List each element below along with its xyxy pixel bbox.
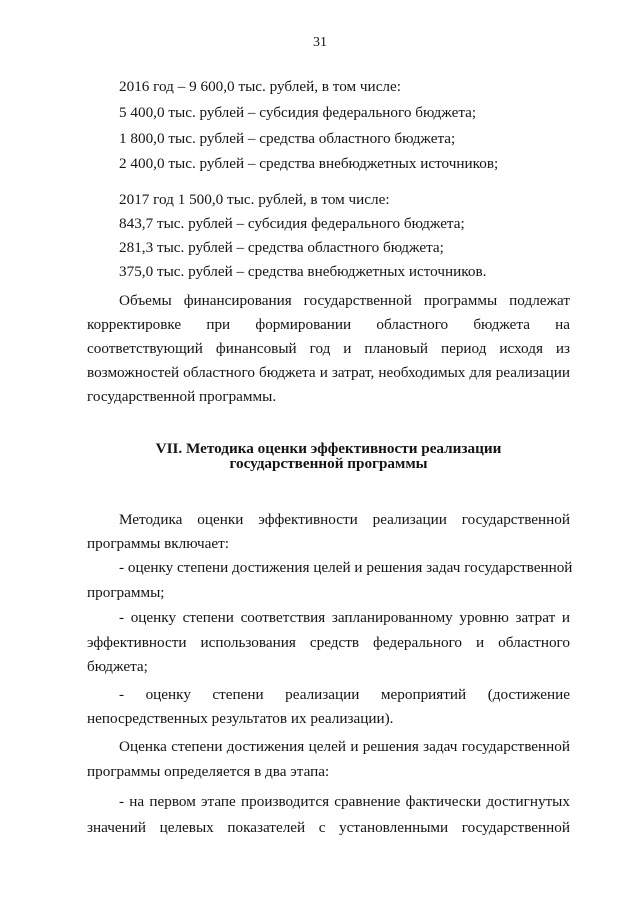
adjustment-paragraph-line: возможностей областного бюджета и затрат, необходимых для реализации: [87, 364, 570, 381]
funding-2016-offbudget: 2 400,0 тыс. рублей – средства внебюджетных источников;: [119, 155, 499, 172]
section-heading: VII. Методика оценки эффективности реализации: [155, 440, 502, 457]
adjustment-paragraph-line: Объемы финансирования государственной программы подлежат: [119, 292, 570, 309]
adjustment-paragraph-line: корректировке при формировании областного бюджета на: [87, 316, 570, 333]
methodology-item-line: - оценку степени соответствия запланированному уровню затрат и: [119, 609, 570, 626]
funding-2017-total: 2017 год 1 500,0 тыс. рублей, в том числе:: [119, 191, 390, 208]
page-number: 31: [313, 35, 327, 50]
methodology-intro-line: Методика оценки эффективности реализации государственной: [119, 511, 570, 528]
funding-2016-federal: 5 400,0 тыс. рублей – субсидия федерального бюджета;: [119, 104, 477, 121]
methodology-item-line: - оценку степени реализации мероприятий (достижение: [119, 686, 570, 703]
stages-intro-line: Оценка степени достижения целей и решения задач государственной: [119, 738, 570, 755]
methodology-intro-line: программы включает:: [87, 535, 229, 552]
stages-intro-line: программы определяется в два этапа:: [87, 763, 330, 780]
adjustment-paragraph-line: государственной программы.: [87, 388, 277, 405]
funding-2017-federal: 843,7 тыс. рублей – субсидия федерального бюджета;: [119, 215, 465, 232]
methodology-item-line: программы;: [87, 584, 165, 601]
stage-line: - на первом этапе производится сравнение фактически достигнутых: [119, 793, 570, 810]
methodology-item-line: непосредственных результатов их реализации).: [87, 710, 394, 727]
section-heading: государственной программы: [229, 455, 428, 472]
funding-2016-regional: 1 800,0 тыс. рублей – средства областного бюджета;: [119, 130, 456, 147]
funding-2016-total: 2016 год – 9 600,0 тыс. рублей, в том числе:: [119, 78, 401, 95]
funding-2017-regional: 281,3 тыс. рублей – средства областного бюджета;: [119, 239, 444, 256]
methodology-item-line: эффективности использования средств федерального и областного: [87, 634, 570, 651]
funding-2017-offbudget: 375,0 тыс. рублей – средства внебюджетных источников.: [119, 263, 487, 280]
adjustment-paragraph-line: соответствующий финансовый год и плановый период исходя из: [87, 340, 570, 357]
methodology-item-line: - оценку степени достижения целей и решения задач государственной: [119, 559, 573, 576]
methodology-item-line: бюджета;: [87, 658, 148, 675]
stage-line: значений целевых показателей с установленными государственной: [87, 819, 570, 836]
